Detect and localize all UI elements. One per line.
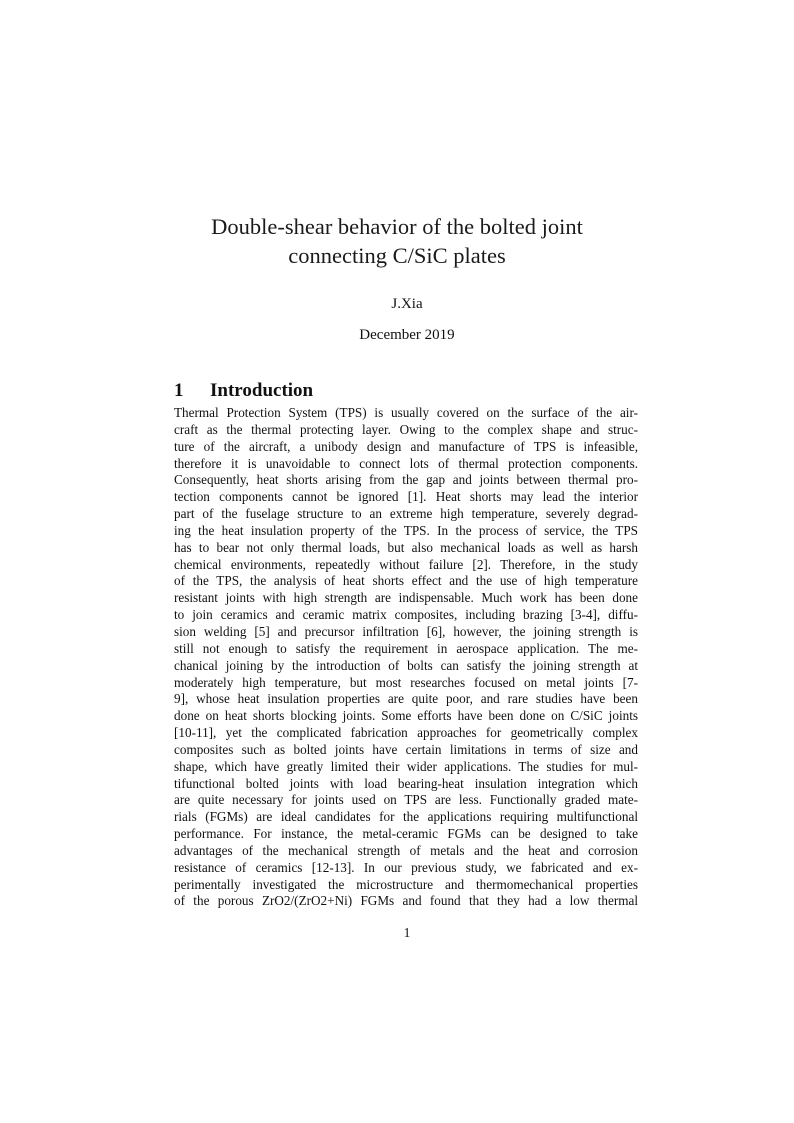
text-line: has to bear not only thermal loads, but also mechanical loads as well as harsh bbox=[174, 539, 638, 555]
text-line: resistance of ceramics [12-13]. In our previous study, we fabricated and ex- bbox=[174, 859, 638, 875]
text-line: advantages of the mechanical strength of metals and the heat and corrosion bbox=[174, 842, 638, 858]
text-line: sion welding [5] and precursor infiltration [6], however, the joining strength is bbox=[174, 623, 638, 639]
text-line: craft as the thermal protecting layer. Owing to the complex shape and struc- bbox=[174, 421, 638, 437]
text-line: of the TPS, the analysis of heat shorts effect and the use of high temperature bbox=[174, 573, 638, 589]
text-line: tifunctional bolted joints with load bearing-heat insulation integration which bbox=[174, 775, 638, 791]
text-line: to join ceramics and ceramic matrix composites, including brazing [3-4], diffu- bbox=[174, 607, 638, 623]
text-line: part of the fuselage structure to an extreme high temperature, severely degrad- bbox=[174, 506, 638, 522]
text-line: of the porous ZrO2/(ZrO2+Ni) FGMs and found that they had a low thermal bbox=[174, 893, 638, 909]
paper-title bbox=[0, 212, 794, 270]
text-line: chanical joining by the introduction of bolts can satisfy the joining strength at bbox=[174, 657, 638, 673]
text-line: [10-11], yet the complicated fabrication approaches for geometrically complex bbox=[174, 725, 638, 741]
text-line: shape, which have greatly limited their wider applications. The studies for mul- bbox=[174, 758, 638, 774]
text-line: Thermal Protection System (TPS) is usually covered on the surface of the air- bbox=[174, 405, 638, 420]
text-line: done on heat shorts blocking joints. Some efforts have been done on C/SiC joints bbox=[174, 708, 638, 724]
page-number: 1 bbox=[403, 925, 411, 940]
title-line: Double-shear behavior of the bolted joint bbox=[211, 214, 583, 239]
text-line: Consequently, heat shorts arising from the gap and joints between thermal pro- bbox=[174, 472, 638, 488]
text-line: ing the heat insulation property of the TPS. In the process of service, the TPS bbox=[174, 522, 638, 538]
section-title: Introduction bbox=[210, 380, 314, 401]
section-heading bbox=[174, 380, 313, 402]
text-line: rials (FGMs) are ideal candidates for the applications requiring multifunctional bbox=[174, 809, 638, 825]
text-line: therefore it is unavoidable to connect lots of thermal protection components. bbox=[174, 455, 638, 471]
text-line: moderately high temperature, but most researches focused on metal joints [7- bbox=[174, 674, 638, 690]
text-line: ture of the aircraft, a unibody design and manufacture of TPS is infeasible, bbox=[174, 438, 638, 454]
text-line: are quite necessary for joints used on TPS are less. Functionally graded mate- bbox=[174, 792, 638, 808]
text-line: still not enough to satisfy the requirement in aerospace application. The me- bbox=[174, 640, 638, 656]
text-line: tection components cannot be ignored [1]. Heat shorts may lead the interior bbox=[174, 489, 638, 505]
text-line: 9], whose heat insulation properties are quite poor, and rare studies have been bbox=[174, 691, 638, 707]
text-line: composites such as bolted joints have certain limitations in terms of size and bbox=[174, 741, 638, 757]
text-line: performance. For instance, the metal-ceramic FGMs can be designed to take bbox=[174, 826, 638, 842]
text-line: chemical environments, repeatedly without failure [2]. Therefore, in the study bbox=[174, 556, 638, 572]
body-paragraph bbox=[174, 405, 638, 910]
author: J.Xia bbox=[391, 296, 423, 312]
section-number: 1 bbox=[174, 380, 184, 401]
text-line: perimentally investigated the microstructure and thermomechanical properties bbox=[174, 876, 638, 892]
title-line: connecting C/SiC plates bbox=[288, 243, 506, 268]
text-line: resistant joints with high strength are indispensable. Much work has been done bbox=[174, 590, 638, 606]
date: December 2019 bbox=[359, 327, 455, 343]
